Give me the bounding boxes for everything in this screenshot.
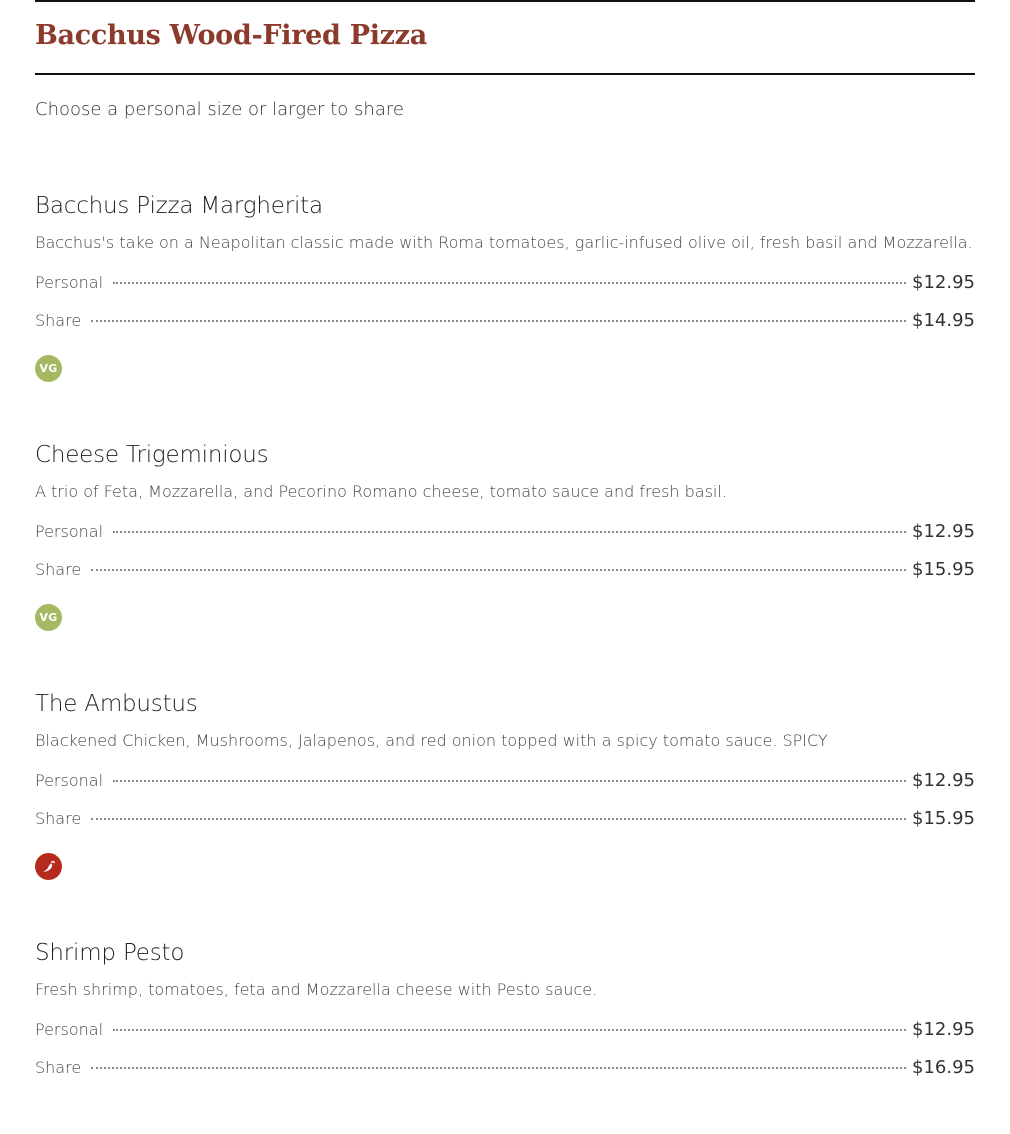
section-title: Bacchus Wood-Fired Pizza	[35, 20, 427, 51]
dot-leader	[113, 531, 906, 533]
dot-leader	[113, 1029, 906, 1031]
dot-leader	[91, 818, 906, 820]
menu-item	[35, 192, 975, 382]
item-name: Bacchus Pizza Margherita	[35, 193, 323, 219]
dot-leader	[91, 1067, 906, 1069]
size-label: Share	[35, 1058, 82, 1077]
size-label: Share	[35, 560, 82, 579]
section-subtitle: Choose a personal size or larger to share	[35, 99, 404, 120]
item-description: Fresh shrimp, tomatoes, feta and Mozzarella cheese with Pesto sauce.	[35, 980, 598, 999]
price-value: $12.95	[912, 1019, 975, 1040]
menu-item	[35, 441, 975, 631]
price-row	[35, 272, 975, 310]
chili-pepper-icon	[41, 859, 56, 874]
price-row	[35, 1019, 975, 1057]
price-row	[35, 808, 975, 846]
price-row	[35, 559, 975, 597]
size-label: Share	[35, 809, 82, 828]
chili-pepper-icon	[35, 853, 62, 880]
price-row	[35, 310, 975, 348]
item-name: Cheese Trigeminious	[35, 442, 269, 468]
price-row	[35, 770, 975, 808]
price-value: $16.95	[912, 1057, 975, 1078]
dot-leader	[113, 282, 906, 284]
vegetarian-icon	[35, 355, 62, 382]
price-row	[35, 1057, 975, 1095]
size-label: Personal	[35, 1020, 104, 1039]
menu-section	[35, 0, 975, 1095]
dot-leader	[91, 569, 906, 571]
size-label: Share	[35, 311, 82, 330]
price-value: $15.95	[912, 808, 975, 829]
item-description: Blackened Chicken, Mushrooms, Jalapenos, and red onion topped with a spicy tomato sauce. SPICY	[35, 731, 828, 750]
vegetarian-badge-text: VG	[39, 611, 58, 624]
price-value: $12.95	[912, 272, 975, 293]
price-value: $12.95	[912, 770, 975, 791]
item-name: Shrimp Pesto	[35, 940, 185, 966]
dot-leader	[113, 780, 906, 782]
vegetarian-badge-text: VG	[39, 362, 58, 375]
size-label: Personal	[35, 522, 104, 541]
size-label: Personal	[35, 771, 104, 790]
menu-item	[35, 690, 975, 880]
menu-item	[35, 939, 975, 1095]
item-name: The Ambustus	[35, 691, 198, 717]
dot-leader	[91, 320, 906, 322]
item-description: Bacchus's take on a Neapolitan classic made with Roma tomatoes, garlic-infused olive oil, fresh basil and Mozzarella.	[35, 233, 973, 252]
price-row	[35, 521, 975, 559]
price-value: $14.95	[912, 310, 975, 331]
item-description: A trio of Feta, Mozzarella, and Pecorino Romano cheese, tomato sauce and fresh basil.	[35, 482, 727, 501]
price-value: $15.95	[912, 559, 975, 580]
size-label: Personal	[35, 273, 104, 292]
vegetarian-icon	[35, 604, 62, 631]
price-value: $12.95	[912, 521, 975, 542]
